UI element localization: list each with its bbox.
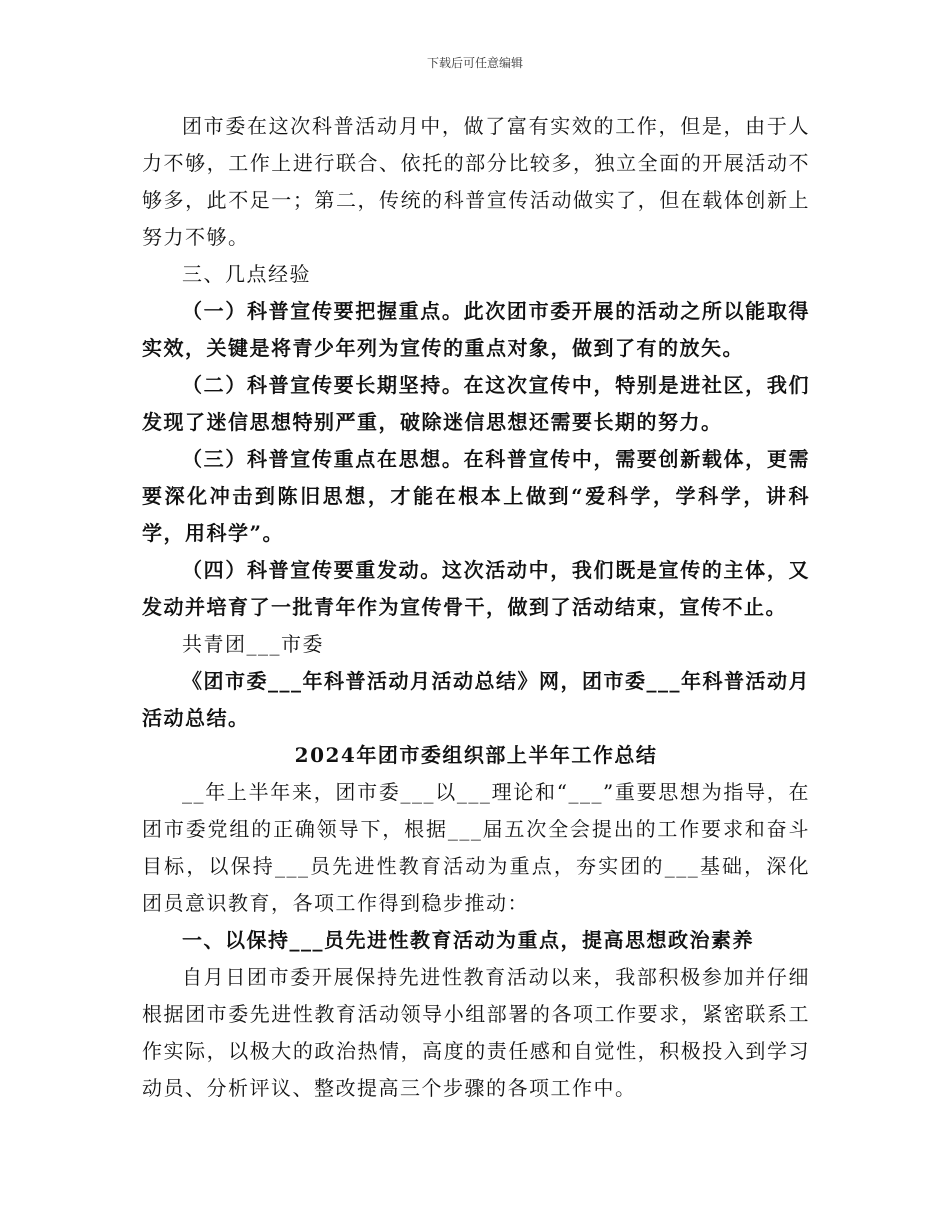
document-title: 2024年团市委组织部上半年工作总结 — [294, 743, 658, 767]
section-heading-1: 一、以保持___员先进性教育活动为重点，提高思想政治素养 — [182, 928, 754, 952]
document-body — [142, 108, 810, 1107]
source-line: 《团市委___年科普活动月活动总结》网，团市委___年科普活动月活动总结。 — [142, 669, 810, 730]
paragraph-experience-3: （三）科普宣传重点在思想。在科普宣传中，需要创新载体，更需要深化冲击到陈旧思想，才能在根本上做到“爱科学，学科学，讲科学，用科学”。 — [142, 447, 810, 545]
signature-line: 共青团___市委 — [182, 632, 324, 656]
section-heading-experience: 三、几点经验 — [182, 262, 311, 286]
paragraph-summary-shortcomings: 团市委在这次科普活动月中，做了富有实效的工作，但是，由于人力不够，工作上进行联合、依托的部分比较多，独立全面的开展活动不够多，此不足一；第二，传统的科普宣传活动做实了，但在载体创新上努力不够。 — [142, 114, 810, 249]
header-note: 下载后可任意编辑 — [426, 56, 523, 70]
paragraph-experience-2: （二）科普宣传要长期坚持。在这次宣传中，特别是进社区，我们发现了迷信思想特别严重，破除迷信思想还需要长期的努力。 — [142, 373, 810, 434]
body-paragraph: 自月日团市委开展保持先进性教育活动以来，我部积极参加并仔细根据团市委先进性教育活动领导小组部署的各项工作要求，紧密联系工作实际，以极大的政治热情，高度的责任感和自觉性，积极投入到学习动员、分析评议、整改提高三个步骤的各项工作中。 — [142, 965, 810, 1100]
intro-paragraph: __年上半年来，团市委___以___理论和“___”重要思想为指导，在团市委党组的正确领导下，根据___届五次全会提出的工作要求和奋斗目标，以保持___员先进性教育活动为重点，夯实团的___基础，深化团员意识教育，各项工作得到稳步推动： — [142, 780, 810, 915]
paragraph-experience-4: （四）科普宣传要重发动。这次活动中，我们既是宣传的主体，又发动并培育了一批青年作为宣传骨干，做到了活动结束，宣传不止。 — [142, 558, 810, 619]
paragraph-experience-1: （一）科普宣传要把握重点。此次团市委开展的活动之所以能取得实效，关键是将青少年列为宣传的重点对象，做到了有的放矢。 — [142, 299, 810, 360]
